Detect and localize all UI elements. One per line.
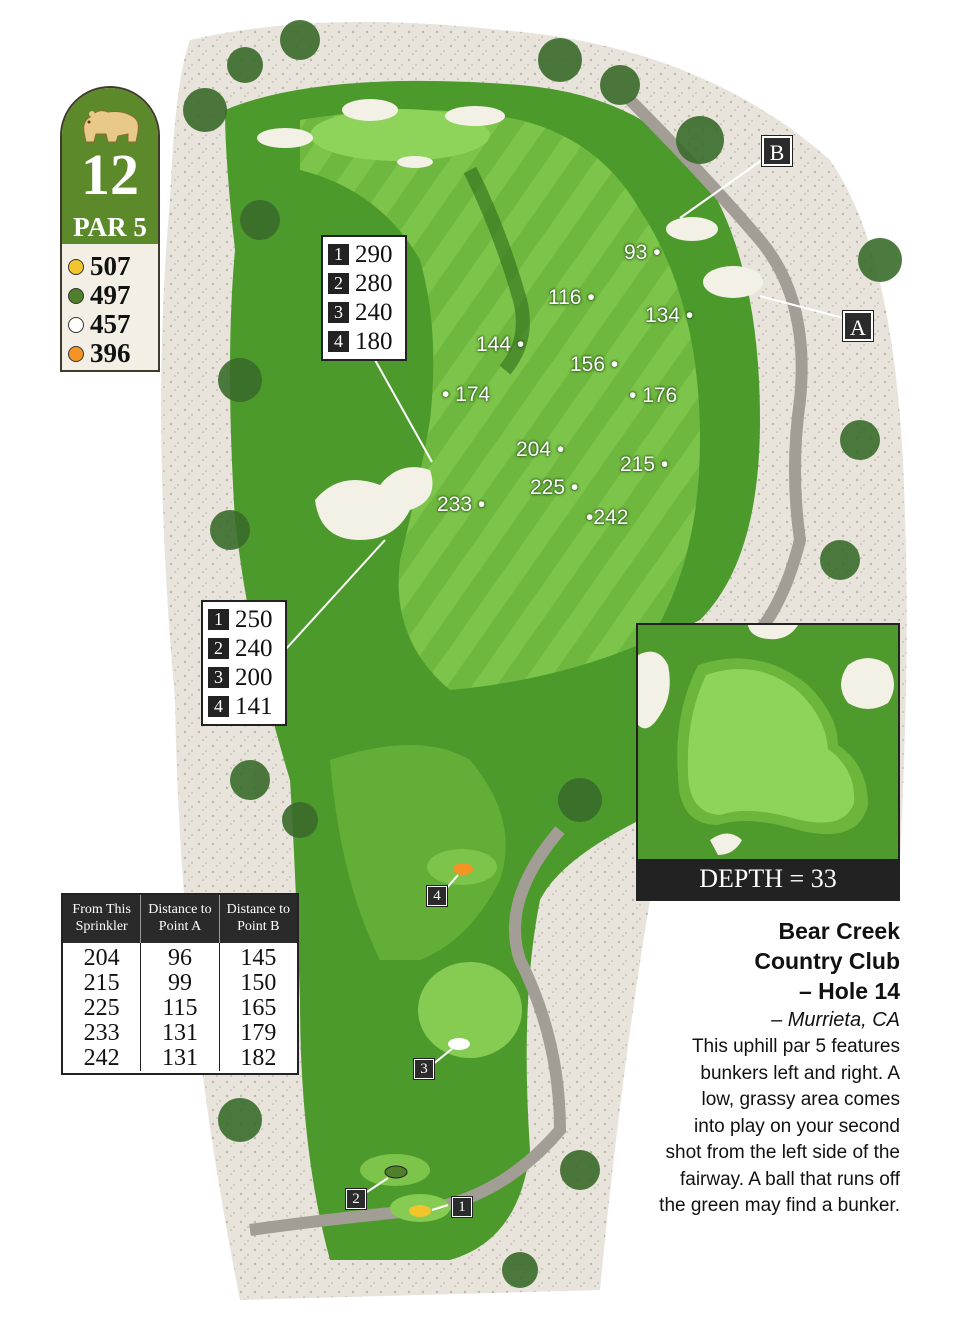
white-tee-dot-icon <box>68 317 84 333</box>
tee-row-gold <box>68 252 156 281</box>
yardage-value: 180 <box>355 327 393 355</box>
point-b-label: B <box>762 136 792 166</box>
sprinkler-yards: 242 <box>593 506 629 529</box>
table-cell: 204 <box>83 945 120 971</box>
sprinkler-yards: 176 <box>642 384 678 407</box>
to-point-b-column <box>220 943 297 1071</box>
tee-box-label: 2 <box>346 1189 366 1209</box>
tee-number: 2 <box>328 273 349 294</box>
table-cell: 233 <box>83 1020 120 1046</box>
yardage-value: 240 <box>235 634 273 662</box>
right-bunker-yardage-box <box>321 235 407 361</box>
from-sprinkler-column <box>63 943 141 1071</box>
table-cell: 96 <box>167 945 192 971</box>
description-line: the green may find a bunker. <box>659 1195 900 1216</box>
table-cell: 242 <box>83 1045 120 1071</box>
to-point-a-column <box>141 943 219 1071</box>
tee-number: 1 <box>328 244 349 265</box>
green-detail-inset <box>636 623 900 901</box>
sprinkler-marker: 93 • <box>624 241 661 264</box>
yardage-row <box>328 327 400 356</box>
green-detail-drawing <box>638 625 900 863</box>
sprinkler-distance-table <box>61 893 299 1075</box>
orange-tee-dot-icon <box>68 346 84 362</box>
table-body <box>63 943 297 1071</box>
bear-logo-icon <box>78 102 144 146</box>
tee-number: 3 <box>208 667 229 688</box>
hole-reference: – Hole 14 <box>799 978 900 1004</box>
tee-marker-green <box>385 1166 407 1178</box>
yardage-row <box>208 663 280 692</box>
tee-row-green <box>68 281 156 310</box>
column-header: Distance to Point A <box>141 895 219 943</box>
par-label: PAR 5 <box>73 212 147 242</box>
course-location: – Murrieta, CA <box>771 1009 900 1031</box>
sprinkler-marker: • 174 <box>442 383 491 406</box>
sprinkler-yards: 225 <box>530 476 566 499</box>
hole-badge <box>60 86 160 372</box>
description-line: into play on your second <box>694 1115 900 1137</box>
tee-yards: 497 <box>90 280 131 310</box>
green-tee-dot-icon <box>68 288 84 304</box>
tee-yards: 396 <box>90 338 131 368</box>
table-cell: 150 <box>240 970 277 996</box>
tee-box-3 <box>418 962 522 1058</box>
gold-tee-dot-icon <box>68 259 84 275</box>
sprinkler-yards: 93 <box>624 241 648 264</box>
sprinkler-yards: 215 <box>620 453 656 476</box>
tee-box-label: 4 <box>427 886 447 906</box>
tee-number: 4 <box>208 696 229 717</box>
yardage-row <box>328 298 400 327</box>
sprinkler-marker: 215 • <box>620 453 669 476</box>
sprinkler-yards: 134 <box>645 304 681 327</box>
table-cell: 165 <box>240 995 277 1021</box>
table-header <box>63 895 297 943</box>
left-bunker-yardage-box <box>201 600 287 726</box>
sprinkler-marker: 116 • <box>548 286 595 309</box>
sprinkler-marker: 225 • <box>530 476 579 499</box>
sprinkler-marker: 233 • <box>437 493 486 516</box>
table-cell: 145 <box>240 945 277 971</box>
tee-box-label: 1 <box>452 1197 472 1217</box>
tee-yards: 457 <box>90 309 131 339</box>
table-cell: 179 <box>240 1020 277 1046</box>
sprinkler-marker: 134 • <box>645 304 694 327</box>
yardage-value: 200 <box>235 663 273 691</box>
sprinkler-yards: 144 <box>476 333 512 356</box>
green-bunker-front <box>397 156 433 168</box>
tee-number: 2 <box>208 638 229 659</box>
sprinkler-marker: 204 • <box>516 438 565 461</box>
point-a-label: A <box>843 311 873 341</box>
yardage-value: 141 <box>235 692 273 720</box>
sprinkler-yards: 174 <box>455 383 491 406</box>
sprinkler-marker: 144 • <box>476 333 525 356</box>
tee-marker-orange <box>453 863 473 875</box>
yardage-row <box>208 605 280 634</box>
green-bunker-back <box>342 99 398 121</box>
description-line: low, grassy area comes <box>701 1089 900 1110</box>
yardage-row <box>208 692 280 721</box>
yardage-row <box>328 240 400 269</box>
table-cell: 215 <box>83 970 120 996</box>
description-line: fairway. A ball that runs off <box>679 1168 900 1190</box>
yardage-value: 290 <box>355 240 393 268</box>
sprinkler-marker: • 176 <box>629 384 678 407</box>
course-description <box>606 916 900 1220</box>
table-cell: 99 <box>167 970 192 996</box>
tee-yardage-list <box>68 252 156 368</box>
bunker-a <box>703 266 763 298</box>
bunker-b <box>666 217 718 241</box>
column-header: Distance to Point B <box>226 902 290 934</box>
tee-row-white <box>68 310 156 339</box>
inset-bunker-right <box>841 658 894 709</box>
tee-row-orange <box>68 339 156 368</box>
column-header: From This Sprinkler <box>63 895 141 943</box>
sprinkler-marker: •242 <box>586 506 629 529</box>
tee-marker-gold <box>409 1205 431 1217</box>
description-line: bunkers left and right. A <box>700 1062 900 1084</box>
sprinkler-yards: 233 <box>437 493 473 516</box>
description-line: shot from the left side of the <box>665 1142 900 1163</box>
tee-number: 1 <box>208 609 229 630</box>
tee-box-label: 3 <box>414 1059 434 1079</box>
table-cell: 115 <box>162 995 198 1021</box>
hole-number: 12 <box>81 142 139 207</box>
tee-number: 4 <box>328 331 349 352</box>
yardage-row <box>328 269 400 298</box>
sprinkler-yards: 204 <box>516 438 552 461</box>
course-name-line: Bear Creek <box>778 918 900 944</box>
sprinkler-yards: 156 <box>570 353 606 376</box>
sprinkler-marker: 156 • <box>570 353 619 376</box>
yardage-row <box>208 634 280 663</box>
sprinkler-yards: 116 <box>548 286 582 309</box>
table-cell: 225 <box>83 995 120 1021</box>
green-bunker-left <box>257 128 313 148</box>
tee-number: 3 <box>328 302 349 323</box>
table-cell: 131 <box>161 1020 198 1046</box>
yardage-value: 240 <box>355 298 393 326</box>
green-depth-label: DEPTH = 33 <box>638 859 898 899</box>
yardage-value: 280 <box>355 269 393 297</box>
description-line: This uphill par 5 features <box>691 1036 900 1057</box>
table-cell: 131 <box>161 1045 198 1071</box>
badge-header <box>62 88 158 244</box>
course-name-line: Country Club <box>754 948 900 974</box>
table-cell: 182 <box>240 1045 277 1071</box>
yardage-value: 250 <box>235 605 273 633</box>
green-bunker-right <box>445 106 505 126</box>
tee-yards: 507 <box>90 251 131 281</box>
